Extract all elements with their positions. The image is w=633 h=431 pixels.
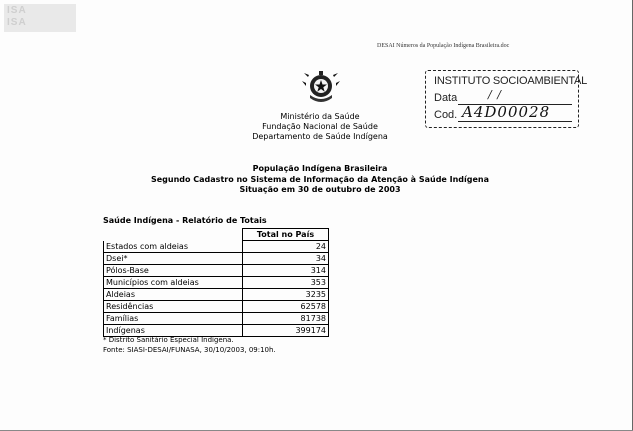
document-title (120, 164, 520, 196)
document-header-reference: DESAI Números da População Indígena Brasileira.doc (377, 43, 510, 49)
row-value: 314 (243, 265, 329, 277)
ministry-letterhead (240, 112, 400, 142)
watermark-line-1: ISA (7, 5, 27, 16)
row-value: 353 (243, 277, 329, 289)
stamp-code-label: Cod. (434, 109, 458, 121)
watermark (4, 4, 76, 32)
stamp-title: INSTITUTO SOCIOAMBIENTAL (434, 75, 588, 87)
institution-stamp (425, 70, 588, 128)
table-header-row (104, 229, 329, 241)
table-row (104, 265, 329, 277)
row-label: Indígenas (104, 325, 243, 337)
row-label: Dsei* (104, 253, 243, 265)
row-label: Pólos-Base (104, 265, 243, 277)
totals-table (103, 228, 329, 337)
row-label: Aldeias (104, 289, 243, 301)
title-line-1: População Indígena Brasileira (252, 164, 388, 173)
row-value: 81738 (243, 313, 329, 325)
title-line-3: Situação em 30 de outubro de 2003 (239, 185, 401, 194)
row-label: Municípios com aldeias (104, 277, 243, 289)
row-value: 62578 (243, 301, 329, 313)
stamp-date-value: / / (488, 88, 502, 101)
table-row (104, 313, 329, 325)
row-value: 34 (243, 253, 329, 265)
table-row (104, 325, 329, 337)
row-label: Residências (104, 301, 243, 313)
header-total-cell: Total no País (243, 229, 329, 241)
stamp-date-label: Data (434, 92, 458, 104)
coat-of-arms-emblem (302, 69, 340, 107)
row-value: 24 (243, 241, 329, 253)
table-footnote: * Distrito Sanitário Especial Indígena. (103, 336, 234, 344)
watermark-line-2: ISA (7, 17, 27, 28)
table-row (104, 301, 329, 313)
row-label: Famílias (104, 313, 243, 325)
stamp-code-line (458, 121, 572, 122)
row-value: 399174 (243, 325, 329, 337)
table-row (104, 277, 329, 289)
foundation-name: Fundação Nacional de Saúde (262, 122, 378, 131)
table-row (104, 289, 329, 301)
ministry-name: Ministério da Saúde (280, 112, 360, 121)
row-value: 3235 (243, 289, 329, 301)
report-title: Saúde Indígena - Relatório de Totais (103, 216, 267, 225)
table-source: Fonte: SIASI-DESAI/FUNASA, 30/10/2003, 09:10h. (103, 346, 276, 354)
title-line-2: Segundo Cadastro no Sistema de Informação da Atenção à Saúde Indígena (150, 174, 490, 184)
table-row (104, 253, 329, 265)
stamp-code-value: A4D00028 (462, 103, 551, 121)
row-label: Estados com aldeias (104, 241, 243, 253)
department-name: Departamento de Saúde Indígena (252, 132, 388, 141)
header-label-cell (104, 229, 243, 241)
table-row (104, 241, 329, 253)
